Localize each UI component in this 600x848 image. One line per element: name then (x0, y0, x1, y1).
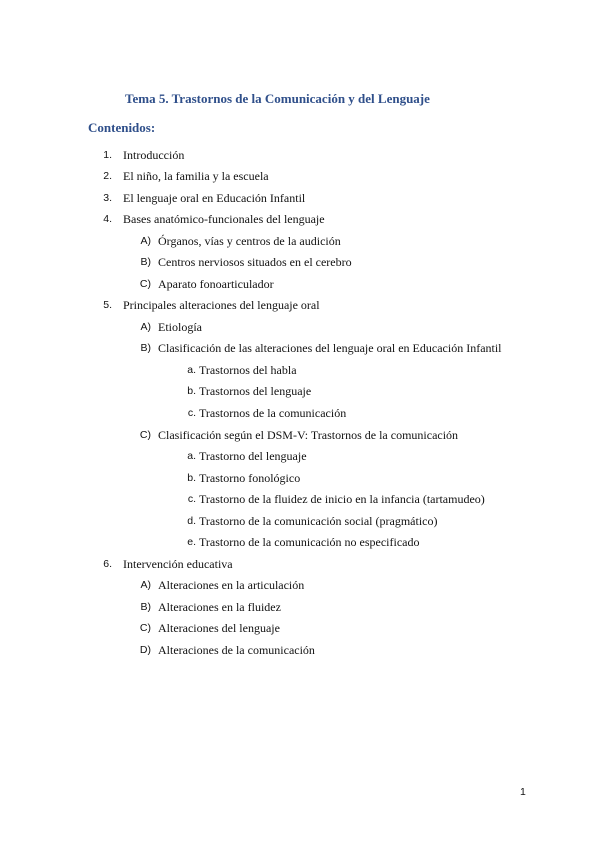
list-item-text: Órganos, vías y centros de la audición (158, 234, 341, 248)
list-marker: 1. (103, 149, 112, 161)
list-item-text: Etiología (158, 320, 202, 334)
list-item-text: Introducción (123, 148, 185, 162)
list-marker: C) (139, 278, 151, 290)
list-marker: 6. (103, 558, 112, 570)
list-marker: a. (187, 364, 196, 376)
list-item-text: Trastorno de la comunicación no especificado (199, 535, 420, 549)
list-marker: e. (187, 536, 196, 548)
contents-heading: Contenidos: (88, 120, 156, 135)
list-item-text: Trastornos del lenguaje (199, 384, 312, 398)
list-marker: c. (187, 493, 196, 505)
list-item-text: Intervención educativa (123, 557, 233, 571)
list-marker: B) (140, 342, 151, 354)
list-item-text: El niño, la familia y la escuela (123, 169, 269, 183)
list-marker: C) (139, 622, 151, 634)
list-item-text: Trastorno de la comunicación social (pragmático) (199, 514, 438, 528)
list-item-text: Trastorno del lenguaje (199, 449, 307, 463)
list-marker: c. (187, 407, 196, 419)
list-item-text: Trastornos del habla (199, 363, 297, 377)
list-item-text: Trastorno fonológico (199, 471, 301, 485)
list-item-text: Trastornos de la comunicación (199, 406, 347, 420)
list-item-text: Centros nerviosos situados en el cerebro (158, 255, 352, 269)
list-marker: A) (140, 235, 151, 247)
list-item-text: Bases anatómico-funcionales del lenguaje (123, 212, 325, 226)
page-number: 1 (520, 786, 526, 798)
list-marker: a. (187, 450, 196, 462)
list-item-text: Alteraciones del lenguaje (158, 621, 280, 635)
list-marker: C) (139, 429, 151, 441)
list-item-text: Aparato fonoarticulador (158, 277, 274, 291)
list-item-text: Clasificación de las alteraciones del lenguaje oral en Educación Infantil (158, 341, 502, 355)
list-marker: B) (140, 256, 151, 268)
list-item-text: Principales alteraciones del lenguaje oral (123, 298, 320, 312)
document-title: Tema 5. Trastornos de la Comunicación y del Lenguaje (125, 91, 430, 106)
list-marker: 5. (103, 299, 112, 311)
list-marker: 3. (103, 192, 112, 204)
list-marker: b. (187, 385, 196, 397)
list-item-text: Alteraciones en la articulación (158, 578, 305, 592)
list-marker: D) (139, 644, 151, 656)
list-item-text: Alteraciones de la comunicación (158, 643, 315, 657)
list-marker: d. (187, 515, 196, 527)
list-item-text: Clasificación según el DSM-V: Trastornos de la comunicación (158, 428, 459, 442)
list-marker: A) (140, 579, 151, 591)
list-marker: A) (140, 321, 151, 333)
list-marker: 2. (103, 170, 112, 182)
list-marker: b. (187, 472, 196, 484)
list-item-text: El lenguaje oral en Educación Infantil (123, 191, 306, 205)
list-marker: 4. (103, 213, 112, 225)
list-item-text: Trastorno de la fluidez de inicio en la infancia (tartamudeo) (199, 492, 485, 506)
list-marker: B) (140, 601, 151, 613)
list-item-text: Alteraciones en la fluidez (158, 600, 281, 614)
